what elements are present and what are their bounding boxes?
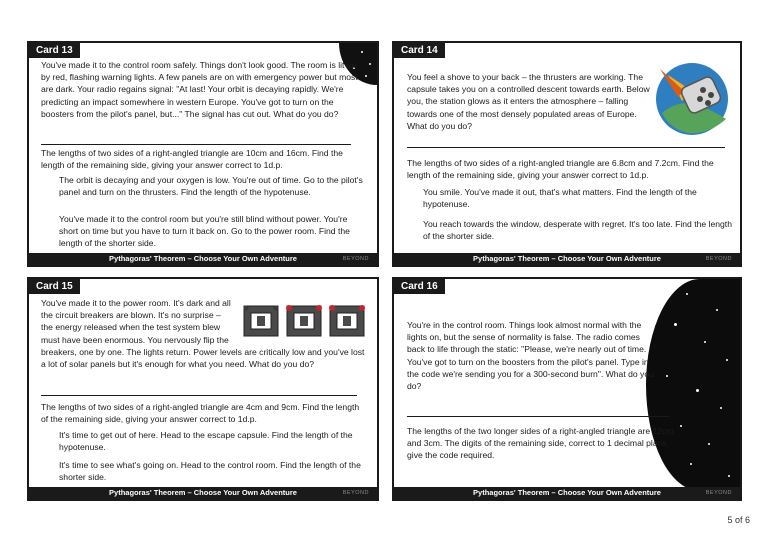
card-15 — [27, 277, 379, 501]
brand-logo: BEYOND — [705, 490, 732, 496]
card-story: You've made it to the control room safely. Things don't look good. The room is lit up by red, flashing warning lights. A few panels are on with emergency power but most are dark. Your radio regains signal: "At last! Your orbit is decaying rapidly. We're predicting an impact somewhere in western Europe. You've got to turn on the boosters from the pilot's panel, but..." The signal has cut out. What do you do? — [41, 60, 358, 119]
card-13 — [27, 41, 379, 267]
divider — [41, 395, 357, 396]
footer-text: Pythagoras' Theorem – Choose Your Own Adventure — [109, 488, 297, 497]
option-1: It's time to get out of here. Head to the escape capsule. Find the length of the hypotenuse. — [59, 430, 353, 453]
card-title: Card 16 — [394, 279, 445, 294]
card-footer — [394, 487, 740, 499]
option-2: You've made it to the control room but you're still blind without power. You're short on time but you have to turn it back on. Go to the power room. Find the length of the shorter side. — [59, 214, 350, 249]
card-footer — [29, 253, 377, 265]
card-question: The lengths of two sides of a right-angled triangle are 4cm and 9cm. Find the length of the remaining side, giving your answer correct to 1d.p. — [41, 402, 360, 425]
divider — [407, 416, 669, 417]
brand-logo: BEYOND — [705, 256, 732, 262]
card-question: The lengths of two sides of a right-angled triangle are 6.8cm and 7.2cm. Find the length of the remaining side, giving your answer correct to 1d.p. — [407, 158, 714, 181]
card-story — [41, 297, 367, 370]
option-2: You reach towards the window, desperate with regret. It's too late. Find the length of the shorter side. — [423, 219, 732, 242]
capsule-image — [648, 57, 734, 137]
footer-text: Pythagoras' Theorem – Choose Your Own Adventure — [473, 254, 661, 263]
page-number: 5 of 6 — [727, 515, 750, 525]
image-float-spacer — [231, 297, 367, 345]
card-title: Card 14 — [394, 43, 445, 58]
card-16 — [392, 277, 742, 501]
option-1: You smile. You've made it out, that's what matters. Find the length of the hypotenuse. — [423, 187, 697, 210]
footer-text: Pythagoras' Theorem – Choose Your Own Adventure — [473, 488, 661, 497]
card-title: Card 13 — [29, 43, 80, 58]
divider — [407, 147, 725, 148]
card-footer — [394, 253, 740, 265]
card-14 — [392, 41, 742, 267]
card-story: You're in the control room. Things look almost normal with the lights on, but the sense of normality is false. The radio comes back to life through the static: "Please, we're nearly out of time. You've got to turn on the boosters from the pilot's panel. Type in the code we're sending you for a 300-second burn". What do you do? — [407, 320, 654, 392]
brand-logo: BEYOND — [342, 256, 369, 262]
card-question: The lengths of two sides of a right-angled triangle are 10cm and 16cm. Find the length of the remaining side, giving your answer correct to 1d.p. — [41, 148, 343, 171]
option-1: The orbit is decaying and your oxygen is low. You're out of time. Go to the pilot's panel and turn on the thrusters. Find the length of the hypotenuse. — [59, 175, 363, 198]
card-question: The lengths of the two longer sides of a right-angled triangle are 12cm and 3cm. The digits of the remaining side, correct to 1 decimal place, give the code required. — [407, 426, 674, 461]
brand-logo: BEYOND — [342, 490, 369, 496]
footer-text: Pythagoras' Theorem – Choose Your Own Adventure — [109, 254, 297, 263]
card-story: You feel a shove to your back – the thrusters are working. The capsule takes you on a controlled descent towards earth. Below you, the station glows as it enters the atmosphere – falling towards one of the most densely populated areas of Europe. What do you do? — [407, 72, 650, 131]
option-2: It's time to see what's going on. Head to the control room. Find the length of the shorter side. — [59, 460, 361, 483]
divider — [41, 144, 351, 145]
story-text: You've made it to the power room. It's dark and all the circuit breakers are blown. It's no surprise – the energy released when the test system blew must have been enormous. You nervously flip the breakers, one by one. The lights return. Power levels are critically low and you've lost a lot of solar panels but it's enough for what you need. What do you do? — [41, 298, 365, 370]
card-title: Card 15 — [29, 279, 80, 294]
card-footer — [29, 487, 377, 499]
